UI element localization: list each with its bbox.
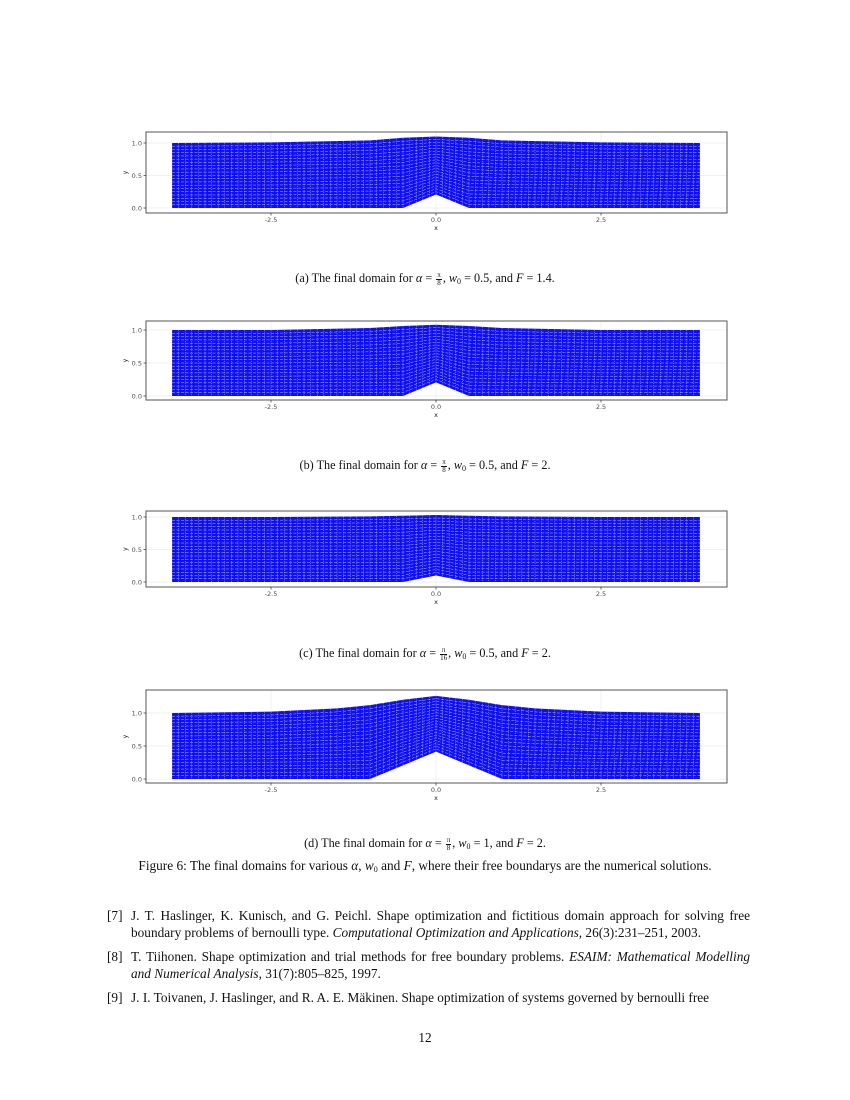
alpha-symbol: α <box>425 836 432 850</box>
w-symbol: w <box>458 836 467 850</box>
F-value: 2 <box>541 646 548 660</box>
reference-item <box>107 990 750 1007</box>
caption-mid: and <box>377 858 404 873</box>
x-tick-label: 2.5 <box>595 403 607 411</box>
x-tick-label: -2.5 <box>264 590 278 598</box>
caption-w-sub: 0 <box>373 865 378 874</box>
reference-details: , 31(7):805–825, 1997. <box>258 965 381 981</box>
caption-alpha: α <box>351 858 359 873</box>
subcaption-label: (a) <box>295 271 309 285</box>
alpha-denominator: 8 <box>437 278 441 287</box>
alpha-numerator: π <box>446 835 451 844</box>
reference-authors: J. I. Toivanen, J. Haslinger, and R. A. E. Mäkinen. Shape optimization of systems governed by bernoulli free <box>131 990 710 1005</box>
references-list <box>107 908 750 1015</box>
x-tick-label: -2.5 <box>264 786 278 794</box>
reference-authors: J. T. Haslinger, K. Kunisch, and G. Peichl. Shape optimization and fictitious domain approach for solving free boundary problems of bernoulli type. <box>131 908 750 940</box>
alpha-denominator: 8 <box>442 465 446 474</box>
x-tick-label: 2.5 <box>595 786 607 794</box>
and-text: , and <box>494 458 518 472</box>
reference-item <box>107 949 750 982</box>
x-tick-label: 0.0 <box>430 590 442 598</box>
x-axis-label: x <box>434 224 438 232</box>
y-tick-label: 0.0 <box>131 578 142 587</box>
alpha-fraction <box>446 837 452 852</box>
w-symbol: w <box>453 458 462 472</box>
x-tick-label: 2.5 <box>595 590 607 598</box>
reference-venue: ESAIM: Mathematical Modelling and Numerical Analysis <box>131 949 750 981</box>
F-symbol: F <box>521 646 529 660</box>
reference-details: , 26(3):231–251, 2003. <box>578 924 702 940</box>
reference-venue: Computational Optimization and Applications <box>332 924 579 940</box>
alpha-symbol: α <box>415 271 423 285</box>
and-text: , and <box>494 646 519 660</box>
F-symbol: F <box>516 271 524 285</box>
subcaption-text: The final domain for <box>311 271 413 285</box>
x-tick-label: 0.0 <box>430 786 442 794</box>
x-tick-label: 0.0 <box>430 403 442 411</box>
F-value: 2 <box>541 458 548 472</box>
y-tick-label: 1.0 <box>131 139 142 148</box>
y-axis-label: y <box>121 734 129 739</box>
page-number: 12 <box>418 1030 432 1045</box>
subcaption-b: (b) The final domain for α = $\frac{\pi}{8}$ , $w_0 = 0.5$, and F = 2. <box>299 457 551 474</box>
x-tick-label: 0.0 <box>430 216 442 224</box>
subcaption-text: The final domain for <box>321 836 423 850</box>
and-text: , and <box>489 271 513 285</box>
y-tick-label: 0.0 <box>131 204 142 213</box>
subcaption-c: (c) The final domain for α = $\frac{\pi}{16}$ , $w_0 = 0.5$, and F = 2. <box>299 645 551 662</box>
caption-prefix: Figure 6: The final domains for various <box>138 858 352 873</box>
w0-value: 1 <box>483 836 490 850</box>
F-symbol: F <box>520 458 529 472</box>
reference-number: [9] <box>107 990 123 1005</box>
figure-caption <box>0 858 850 874</box>
alpha-numerator: π <box>437 270 441 279</box>
x-axis-label: x <box>434 598 438 606</box>
alpha-denominator: 16 <box>440 653 448 662</box>
y-tick-label: 0.5 <box>131 359 142 368</box>
subcaption-text: The final domain for <box>316 458 418 472</box>
x-tick-label: 2.5 <box>595 216 607 224</box>
y-axis-label: y <box>121 358 129 363</box>
reference-item <box>107 908 750 941</box>
x-tick-label: -2.5 <box>264 216 278 224</box>
caption-sep: , <box>358 858 365 873</box>
x-axis-label: x <box>434 411 438 419</box>
w-subscript: 0 <box>457 277 462 286</box>
alpha-denominator: 8 <box>446 843 451 852</box>
alpha-numerator: π <box>441 645 446 654</box>
subcaption-d: (d) The final domain for α = $\frac{\pi}{8}$ , $w_0 = 1$, and F = 2. <box>304 835 546 852</box>
w-subscript: 0 <box>462 652 467 661</box>
alpha-numerator: π <box>442 457 446 466</box>
w-subscript: 0 <box>466 842 471 851</box>
subcaption-text: The final domain for <box>315 646 417 660</box>
subcaption-label: (c) <box>299 646 313 660</box>
F-symbol: F <box>516 836 524 850</box>
y-tick-label: 0.5 <box>131 742 142 751</box>
reference-authors: T. Tiihonen. Shape optimization and trial methods for free boundary problems. <box>131 949 570 964</box>
F-value: 1.4 <box>536 271 552 285</box>
w-symbol: w <box>448 271 458 285</box>
w0-value: 0.5 <box>478 458 495 472</box>
x-axis-label: x <box>434 794 438 802</box>
y-tick-label: 0.5 <box>131 545 142 554</box>
caption-F: F <box>403 858 412 873</box>
F-value: 2 <box>536 836 543 850</box>
w0-value: 0.5 <box>474 271 490 285</box>
y-tick-label: 1.0 <box>131 709 142 718</box>
y-tick-label: 0.0 <box>131 775 142 784</box>
reference-number: [7] <box>107 908 123 923</box>
y-tick-label: 0.0 <box>131 392 142 401</box>
y-tick-label: 1.0 <box>131 326 142 335</box>
alpha-symbol: α <box>419 646 427 660</box>
y-axis-label: y <box>121 547 129 551</box>
w0-value: 0.5 <box>479 646 495 660</box>
and-text: , and <box>489 836 514 850</box>
subcaption-a: (a) The final domain for α = $\frac{\pi}{8}$ , $w_0 = 0.5$, and F = 1.4. <box>295 270 555 287</box>
subcaption-label: (b) <box>299 458 314 472</box>
alpha-symbol: α <box>420 458 428 472</box>
caption-w: w <box>364 858 374 873</box>
y-axis-label: y <box>121 170 129 175</box>
subcaption-label: (d) <box>304 836 319 850</box>
y-tick-label: 0.5 <box>131 171 142 180</box>
caption-suffix: , where their free boundarys are the numerical solutions. <box>411 858 712 873</box>
y-tick-label: 1.0 <box>131 513 142 522</box>
reference-number: [8] <box>107 949 123 964</box>
w-symbol: w <box>454 646 463 660</box>
x-tick-label: -2.5 <box>264 403 278 411</box>
w-subscript: 0 <box>461 464 466 473</box>
